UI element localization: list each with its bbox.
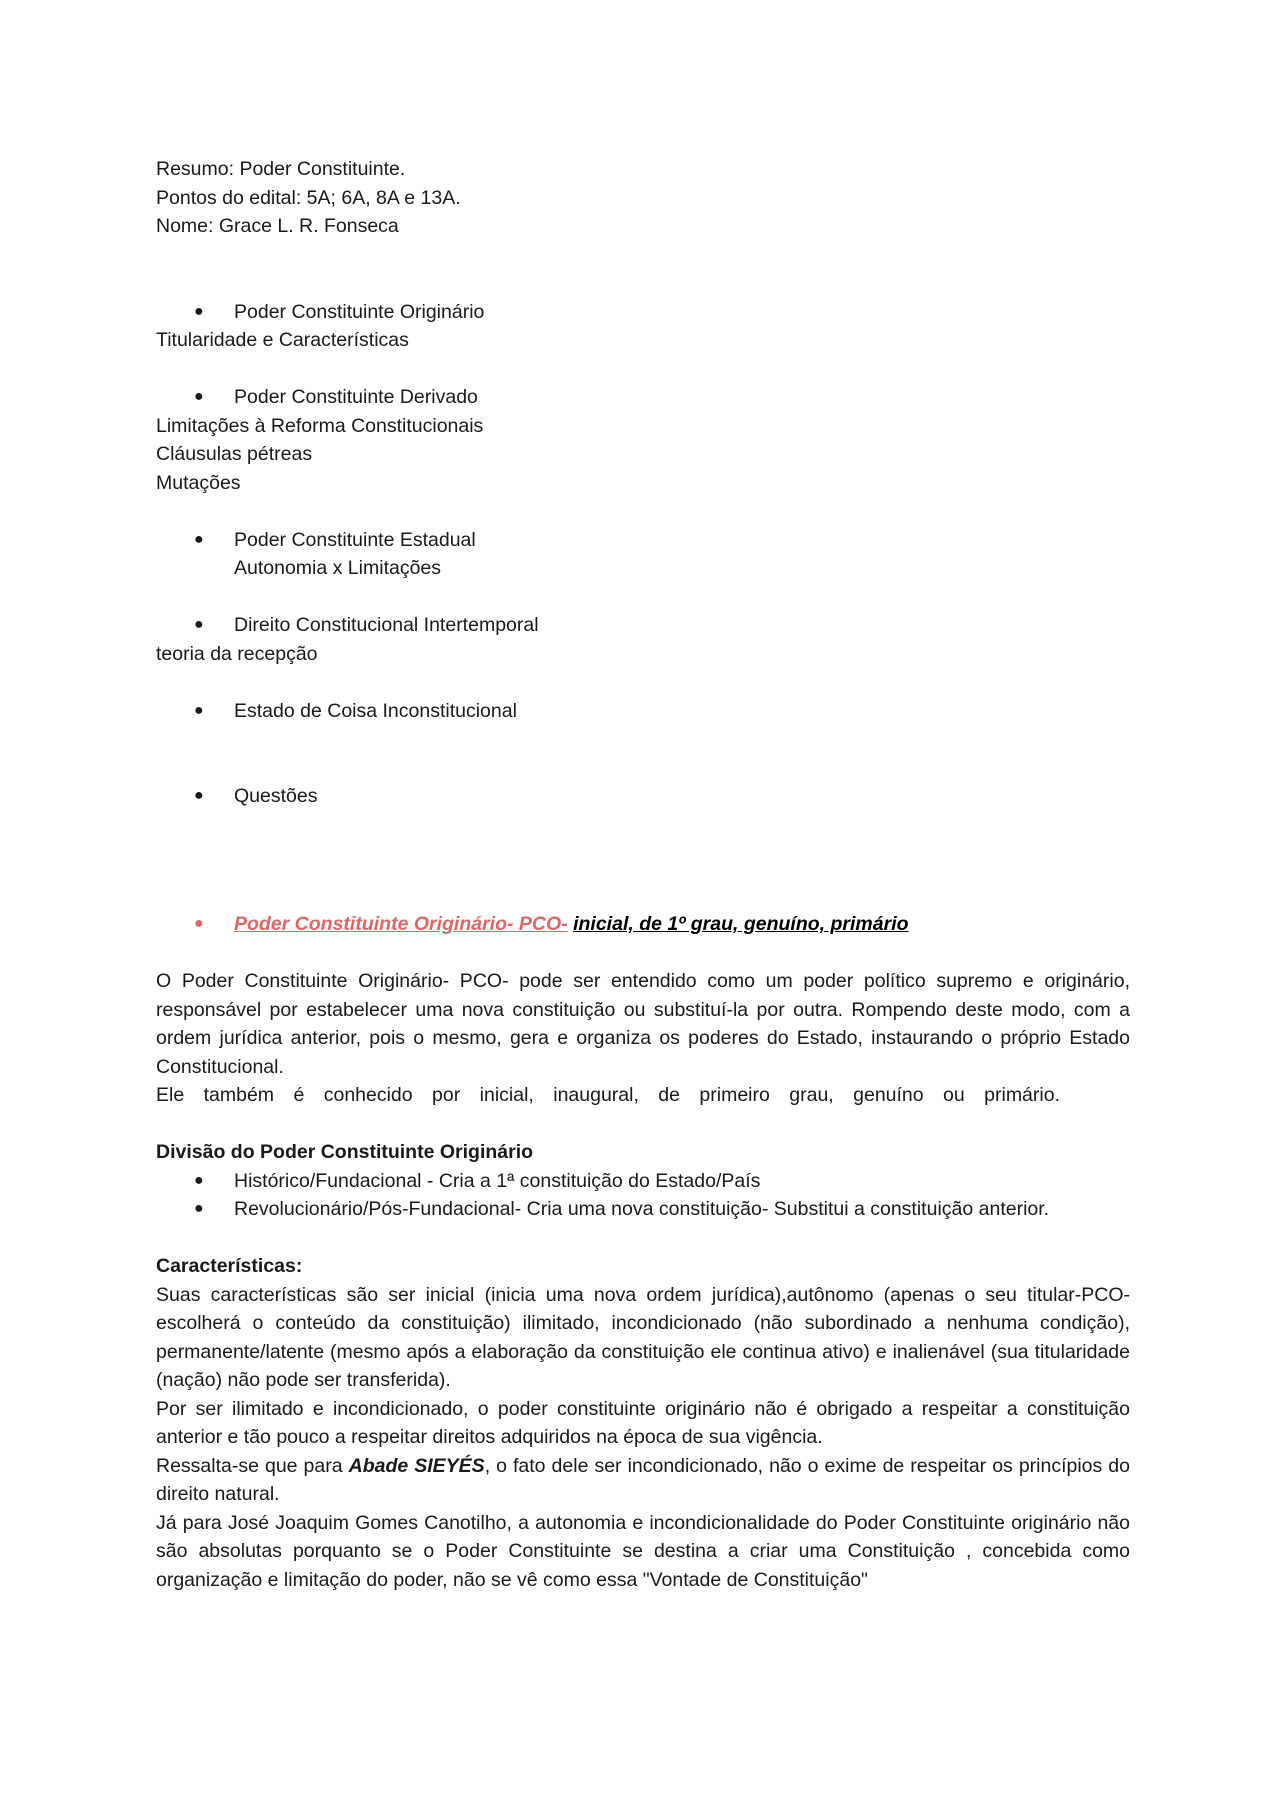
divisao-item	[156, 1195, 1130, 1224]
document-page	[156, 155, 1130, 1594]
caracteristicas-paragraph: Por ser ilimitado e incondicionado, o poder constituinte originário não é obrigado a respeitar a constituição anterior e tão pouco a respeitar direitos adquiridos na época de sua vigência.	[156, 1397, 1130, 1448]
bullet-icon: ●	[194, 1200, 204, 1217]
intro-paragraph: O Poder Constituinte Originário- PCO- pode ser entendido como um poder político supremo e originário, responsável por estabelecer uma nova constituição ou substituí-la por outra. Rompendo deste modo, com a ordem jurídica anterior, pois o mesmo, gera e organiza os poderes do Estado, instaurando o próprio Estado Constitucional.	[156, 970, 1130, 1078]
bullet-icon: ●	[194, 915, 204, 932]
outline-sub-item: Autonomia x Limitações	[234, 557, 442, 579]
section-heading	[156, 910, 1130, 939]
outline-sub-item: Mutações	[156, 471, 241, 494]
bullet-icon: ●	[194, 701, 204, 719]
section-heading-black: inicial, de 1º grau, genuíno, primário	[573, 913, 909, 935]
caracteristicas-paragraph: Suas características são ser inicial (inicia uma nova ordem jurídica),autônomo (apenas o seu titular-PCO- escolherá o conteúdo da constituição) ilimitado, incondicionado (não subordinado a nenhuma condição), permanente/latente (mesmo após a elaboração da constituição ele continua ativo) e inalienável (sua titularidade (nação) não pode ser transferida).	[156, 1283, 1130, 1391]
edital-points: Pontos do edital: 5A; 6A, 8A e 13A.	[156, 186, 461, 209]
outline-item-label: Poder Constituinte Estadual	[234, 528, 476, 551]
outline-sub-item: Limitações à Reforma Constitucionais	[156, 414, 484, 437]
outline-sub-item: teoria da recepção	[156, 642, 318, 665]
outline-item-label: Poder Constituinte Originário	[234, 300, 485, 323]
sieyes-paragraph	[156, 1452, 1130, 1509]
outline-item-label: Questões	[234, 785, 318, 807]
sieyes-pre: Ressalta-se que para	[156, 1454, 349, 1477]
outline-item-label: Direito Constitucional Intertemporal	[234, 614, 539, 636]
divisao-item-label: Histórico/Fundacional - Cria a 1ª constituição do Estado/País	[234, 1169, 761, 1192]
outline-item-intertemporal	[156, 611, 1130, 640]
outline-item-label: Estado de Coisa Inconstitucional	[234, 699, 517, 722]
outline-item-label: Poder Constituinte Derivado	[234, 386, 478, 408]
divisao-item-label: Revolucionário/Pós-Fundacional- Cria uma nova constituição- Substitui a constituição anterior.	[234, 1198, 1050, 1220]
canotilho-paragraph: Já para José Joaquim Gomes Canotilho, a autonomia e incondicionalidade do Poder Constituinte originário não são absolutas porquanto se o Poder Constituinte se destina a criar uma Constituição , concebida como organização e limitação do poder, não se vê como essa "Vontade de Constituição"	[156, 1511, 1130, 1591]
outline-item-originario	[156, 298, 1130, 327]
outline-sub-item: Titularidade e Características	[156, 329, 409, 351]
intro-paragraph-last: Ele também é conhecido por inicial, inaugural, de primeiro grau, genuíno ou primário.	[156, 1084, 1060, 1106]
outline-sub-item: Cláusulas pétreas	[156, 443, 313, 465]
bullet-icon: ●	[194, 302, 204, 320]
section-heading-red: Poder Constituinte Originário- PCO-	[234, 913, 568, 935]
outline-item-questoes	[156, 782, 1130, 811]
bullet-icon: ●	[194, 787, 204, 804]
outline-item-eci	[156, 697, 1130, 726]
bullet-icon: ●	[194, 530, 204, 548]
summary-title: Resumo: Poder Constituinte.	[156, 158, 406, 180]
outline-item-derivado	[156, 383, 1130, 412]
outline-item-estadual	[156, 526, 1130, 555]
sieyes-name: Abade SIEYÉS	[348, 1454, 485, 1477]
bullet-icon: ●	[194, 388, 204, 405]
caracteristicas-title: Características:	[156, 1255, 303, 1277]
bullet-icon: ●	[194, 1171, 204, 1189]
divisao-title: Divisão do Poder Constituinte Originário	[156, 1141, 534, 1163]
sieyes-post: , o fato dele ser incondicionado, não o exime de respeitar os princípios do direito natural.	[156, 1454, 1130, 1505]
bullet-icon: ●	[194, 616, 204, 633]
divisao-item	[156, 1167, 1130, 1196]
author-name: Nome: Grace L. R. Fonseca	[156, 215, 399, 237]
